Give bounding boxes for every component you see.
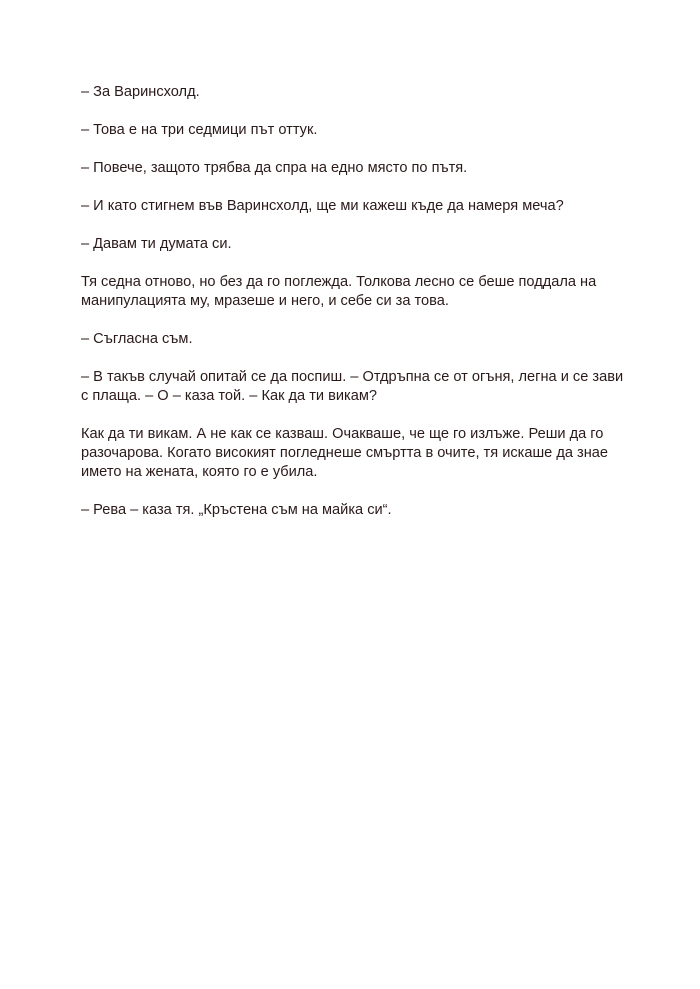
paragraph (81, 159, 626, 178)
text-line: – Давам ти думата си. (81, 236, 232, 252)
text-line: – За Варинсхолд. (81, 84, 200, 100)
text-line: – Рева – каза тя. „Кръстена съм на майка си“. (81, 502, 392, 518)
text-line: Как да ти викам. А не как се казваш. Очакваше, че ще го излъже. Реши да го (81, 426, 604, 442)
text-line: – Съгласна съм. (81, 331, 193, 347)
paragraph (81, 121, 626, 140)
paragraph (81, 501, 626, 520)
paragraph (81, 83, 626, 102)
paragraph (81, 330, 626, 349)
text-body (81, 83, 626, 539)
paragraph (81, 197, 626, 216)
text-line: името на жената, която го е убила. (81, 464, 318, 480)
text-line: – Повече, защото трябва да спра на едно място по пътя. (81, 160, 468, 176)
paragraph (81, 368, 626, 406)
text-line: манипулацията му, мразеше и него, и себе си за това. (81, 293, 449, 309)
text-line: – В такъв случай опитай се да поспиш. – Отдръпна се от огъня, легна и се зави (81, 369, 624, 385)
text-line: с плаща. – О – каза той. – Как да ти викам? (81, 388, 377, 404)
text-line: – И като стигнем във Варинсхолд, ще ми кажеш къде да намеря меча? (81, 198, 564, 214)
paragraph (81, 425, 626, 482)
text-line: Тя седна отново, но без да го поглежда. Толкова лесно се беше поддала на (81, 274, 597, 290)
text-line: разочарова. Когато високият погледнеше смъртта в очите, тя искаше да знае (81, 445, 609, 461)
paragraph (81, 235, 626, 254)
text-line: – Това е на три седмици път оттук. (81, 122, 318, 138)
paragraph (81, 273, 626, 311)
